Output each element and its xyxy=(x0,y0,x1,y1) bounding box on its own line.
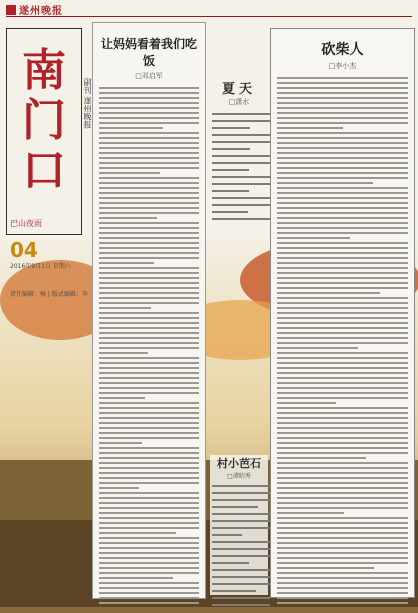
text-line xyxy=(277,587,408,589)
text-line xyxy=(99,252,199,254)
text-line xyxy=(277,527,408,529)
text-line xyxy=(277,502,408,504)
text-line xyxy=(99,172,160,174)
text-line xyxy=(99,222,199,224)
text-line xyxy=(99,192,199,194)
text-line xyxy=(212,555,270,557)
text-line xyxy=(212,534,242,536)
text-line xyxy=(99,232,199,234)
text-line xyxy=(99,267,199,269)
text-line xyxy=(99,477,199,479)
text-line xyxy=(99,527,199,529)
text-line xyxy=(277,452,408,454)
text-line xyxy=(277,407,408,409)
text-line xyxy=(212,597,270,599)
text-line xyxy=(99,212,199,214)
text-line xyxy=(277,127,343,129)
text-line xyxy=(277,417,408,419)
text-line xyxy=(277,447,408,449)
text-line xyxy=(277,402,336,404)
text-line xyxy=(212,183,270,185)
logo-mark-icon xyxy=(6,5,16,15)
text-line xyxy=(277,97,408,99)
text-line xyxy=(277,272,408,274)
text-line xyxy=(99,132,199,134)
text-line xyxy=(99,602,199,604)
text-line xyxy=(99,467,199,469)
text-line xyxy=(277,382,408,384)
text-line xyxy=(277,522,408,524)
text-line xyxy=(277,227,408,229)
text-line xyxy=(277,602,408,604)
text-line xyxy=(277,217,408,219)
text-line xyxy=(277,92,408,94)
poem-title: 夏天 xyxy=(221,82,256,97)
text-line xyxy=(277,157,408,159)
text-line xyxy=(99,277,199,279)
text-line xyxy=(99,177,199,179)
text-line xyxy=(212,197,270,199)
text-line xyxy=(99,257,199,259)
top-rule xyxy=(6,16,412,17)
text-line xyxy=(212,590,256,592)
text-line xyxy=(212,113,270,115)
text-line xyxy=(212,604,270,606)
text-line xyxy=(99,517,199,519)
issue-date: 2016年9月1日 星期六 xyxy=(10,263,71,270)
text-line xyxy=(99,512,199,514)
text-line xyxy=(99,592,199,594)
text-line xyxy=(277,347,358,349)
text-line xyxy=(99,392,199,394)
text-line xyxy=(277,297,408,299)
text-line xyxy=(99,187,199,189)
poem-author: □潇水 xyxy=(228,98,250,106)
text-line xyxy=(99,142,199,144)
text-line xyxy=(277,562,408,564)
text-line xyxy=(99,367,199,369)
article-body xyxy=(93,87,205,613)
text-line xyxy=(212,211,248,213)
text-line xyxy=(99,322,199,324)
text-line xyxy=(277,462,408,464)
article-woodcutter xyxy=(270,28,415,598)
text-line xyxy=(277,137,408,139)
text-line xyxy=(212,162,270,164)
text-line xyxy=(277,197,408,199)
text-line xyxy=(212,492,270,494)
text-line xyxy=(99,282,199,284)
text-line xyxy=(277,267,408,269)
text-line xyxy=(212,190,249,192)
issue-number: 04 xyxy=(10,238,38,262)
text-line xyxy=(99,167,199,169)
text-line xyxy=(277,467,408,469)
text-line xyxy=(277,442,408,444)
text-line xyxy=(99,402,199,404)
text-line xyxy=(99,202,199,204)
text-line xyxy=(277,202,408,204)
text-line xyxy=(212,127,250,129)
text-line xyxy=(277,302,408,304)
text-line xyxy=(99,237,199,239)
editor-credit: 责任编辑：杨 | 版式编辑：李 xyxy=(10,291,88,298)
text-line xyxy=(277,482,408,484)
text-line xyxy=(212,513,270,515)
text-line xyxy=(212,506,258,508)
text-line xyxy=(277,257,408,259)
text-line xyxy=(99,387,199,389)
text-line xyxy=(277,572,408,574)
text-line xyxy=(99,337,199,339)
text-line xyxy=(277,117,408,119)
text-line xyxy=(277,207,408,209)
text-line xyxy=(277,112,408,114)
text-line xyxy=(99,422,199,424)
text-line xyxy=(99,587,199,589)
text-line xyxy=(99,482,199,484)
text-line xyxy=(277,182,373,184)
text-line xyxy=(99,207,199,209)
text-line xyxy=(99,397,145,399)
text-line xyxy=(277,242,408,244)
text-line xyxy=(212,527,270,529)
text-line xyxy=(99,137,199,139)
text-line xyxy=(99,547,199,549)
text-line xyxy=(99,287,199,289)
text-line xyxy=(99,92,199,94)
text-line xyxy=(212,169,249,171)
poem-village xyxy=(210,455,268,595)
text-line xyxy=(277,537,408,539)
text-line xyxy=(277,312,408,314)
article-title: 砍柴人 xyxy=(321,42,364,58)
text-line xyxy=(99,582,199,584)
text-line xyxy=(212,155,270,157)
text-line xyxy=(277,392,408,394)
text-line xyxy=(277,577,408,579)
text-line xyxy=(277,337,408,339)
text-line xyxy=(99,452,199,454)
text-line xyxy=(277,232,408,234)
text-line xyxy=(99,272,199,274)
text-line xyxy=(277,397,408,399)
text-line xyxy=(99,597,199,599)
text-line xyxy=(277,317,408,319)
text-line xyxy=(99,352,148,354)
text-line xyxy=(277,307,408,309)
text-line xyxy=(277,132,408,134)
text-line xyxy=(277,102,408,104)
text-line xyxy=(99,87,199,89)
text-line xyxy=(277,507,408,509)
text-line xyxy=(99,552,199,554)
text-line xyxy=(277,437,408,439)
text-line xyxy=(277,277,408,279)
text-line xyxy=(277,412,408,414)
text-line xyxy=(99,427,199,429)
poem-body xyxy=(210,485,268,606)
text-line xyxy=(277,367,408,369)
section-header xyxy=(4,28,92,298)
text-line xyxy=(99,432,199,434)
text-line xyxy=(277,432,408,434)
text-line xyxy=(212,141,270,143)
poem-body xyxy=(210,113,268,220)
text-line xyxy=(277,252,408,254)
text-line xyxy=(99,542,199,544)
text-line xyxy=(277,187,408,189)
text-line xyxy=(277,377,408,379)
text-line xyxy=(99,462,199,464)
text-line xyxy=(277,512,344,514)
text-line xyxy=(99,357,199,359)
text-line xyxy=(212,562,249,564)
text-line xyxy=(99,412,199,414)
text-line xyxy=(99,537,199,539)
text-line xyxy=(99,217,157,219)
text-line xyxy=(277,532,408,534)
column-name: 巴山夜雨 xyxy=(10,219,42,228)
text-line xyxy=(99,377,199,379)
text-line xyxy=(277,457,366,459)
text-line xyxy=(277,557,408,559)
issue-box xyxy=(10,238,71,271)
text-line xyxy=(99,362,199,364)
bottom-rule xyxy=(0,607,418,613)
text-line xyxy=(99,532,176,534)
text-line xyxy=(277,237,350,239)
text-line xyxy=(99,312,199,314)
text-line xyxy=(99,262,154,264)
text-line xyxy=(212,176,270,178)
text-line xyxy=(277,597,408,599)
text-line xyxy=(277,177,408,179)
text-line xyxy=(99,102,199,104)
text-line xyxy=(99,442,142,444)
text-line xyxy=(277,492,408,494)
text-line xyxy=(277,122,408,124)
text-line xyxy=(277,487,408,489)
text-line xyxy=(99,117,199,119)
text-line xyxy=(277,222,408,224)
text-line xyxy=(99,327,199,329)
text-line xyxy=(212,485,270,487)
text-line xyxy=(277,262,408,264)
text-line xyxy=(99,372,199,374)
text-line xyxy=(99,382,199,384)
text-line xyxy=(277,162,408,164)
text-line xyxy=(277,147,408,149)
text-line xyxy=(99,307,151,309)
text-line xyxy=(99,197,199,199)
text-line xyxy=(277,422,408,424)
section-title: 南 门 口 xyxy=(22,45,66,196)
text-line xyxy=(212,499,270,501)
text-line xyxy=(277,87,408,89)
text-line xyxy=(99,522,199,524)
text-line xyxy=(212,541,270,543)
article-body xyxy=(271,77,414,613)
text-line xyxy=(277,387,408,389)
text-line xyxy=(99,152,199,154)
text-line xyxy=(277,372,408,374)
text-line xyxy=(277,282,408,284)
text-line xyxy=(212,583,270,585)
text-line xyxy=(99,567,199,569)
vertical-label: 副刊 遂州晚报 xyxy=(83,78,92,129)
text-line xyxy=(99,332,199,334)
text-line xyxy=(212,520,270,522)
text-line xyxy=(277,567,374,569)
text-line xyxy=(212,576,270,578)
article-title: 让妈妈看着我们吃饭 xyxy=(100,37,197,68)
text-line xyxy=(99,247,199,249)
text-line xyxy=(277,547,408,549)
text-line xyxy=(99,577,173,579)
poem-title: 村小芭石 xyxy=(217,457,261,470)
text-line xyxy=(99,497,199,499)
text-line xyxy=(99,487,139,489)
text-line xyxy=(99,472,199,474)
text-line xyxy=(277,322,408,324)
text-line xyxy=(99,347,199,349)
text-line xyxy=(99,107,199,109)
text-line xyxy=(99,557,199,559)
text-line xyxy=(277,327,408,329)
text-line xyxy=(277,477,408,479)
text-line xyxy=(99,507,199,509)
text-line xyxy=(99,292,199,294)
text-line xyxy=(277,77,408,79)
text-line xyxy=(277,142,408,144)
text-line xyxy=(99,457,199,459)
text-line xyxy=(99,162,199,164)
text-line xyxy=(277,107,408,109)
text-line xyxy=(99,562,199,564)
text-line xyxy=(277,167,408,169)
text-line xyxy=(99,407,199,409)
text-line xyxy=(277,472,408,474)
text-line xyxy=(277,212,408,214)
text-line xyxy=(99,417,199,419)
text-line xyxy=(277,592,408,594)
text-line xyxy=(277,287,408,289)
text-line xyxy=(99,227,199,229)
text-line xyxy=(99,447,199,449)
text-line xyxy=(277,517,408,519)
text-line xyxy=(277,82,408,84)
text-line xyxy=(99,97,199,99)
text-line xyxy=(277,342,408,344)
text-line xyxy=(277,497,408,499)
poem-author: □谭昭秀 xyxy=(227,473,251,480)
text-line xyxy=(99,317,199,319)
text-line xyxy=(212,120,270,122)
text-line xyxy=(99,182,199,184)
text-line xyxy=(277,582,408,584)
newspaper-masthead: 遂州晚报 xyxy=(6,2,63,17)
text-line xyxy=(277,292,380,294)
text-line xyxy=(277,247,408,249)
text-line xyxy=(277,352,408,354)
text-line xyxy=(99,492,199,494)
text-line xyxy=(277,552,408,554)
text-line xyxy=(277,192,408,194)
article-author: □李小杰 xyxy=(328,62,357,70)
text-line xyxy=(99,297,199,299)
poem-summer xyxy=(210,78,268,218)
text-line xyxy=(277,172,408,174)
text-line xyxy=(99,147,199,149)
text-line xyxy=(277,332,408,334)
text-line xyxy=(99,157,199,159)
text-line xyxy=(212,134,270,136)
text-line xyxy=(212,218,270,220)
text-line xyxy=(99,572,199,574)
text-line xyxy=(212,569,270,571)
text-line xyxy=(99,502,199,504)
text-line xyxy=(212,548,270,550)
text-line xyxy=(99,302,199,304)
text-line xyxy=(99,342,199,344)
text-line xyxy=(277,152,408,154)
text-line xyxy=(99,127,163,129)
text-line xyxy=(277,427,408,429)
text-line xyxy=(99,122,199,124)
article-author: □邓启军 xyxy=(135,72,163,80)
text-line xyxy=(277,542,408,544)
text-line xyxy=(277,357,408,359)
article-mother xyxy=(92,22,206,599)
text-line xyxy=(99,112,199,114)
text-line xyxy=(212,148,250,150)
text-line xyxy=(99,242,199,244)
text-line xyxy=(212,204,270,206)
text-line xyxy=(277,362,408,364)
text-line xyxy=(99,437,199,439)
